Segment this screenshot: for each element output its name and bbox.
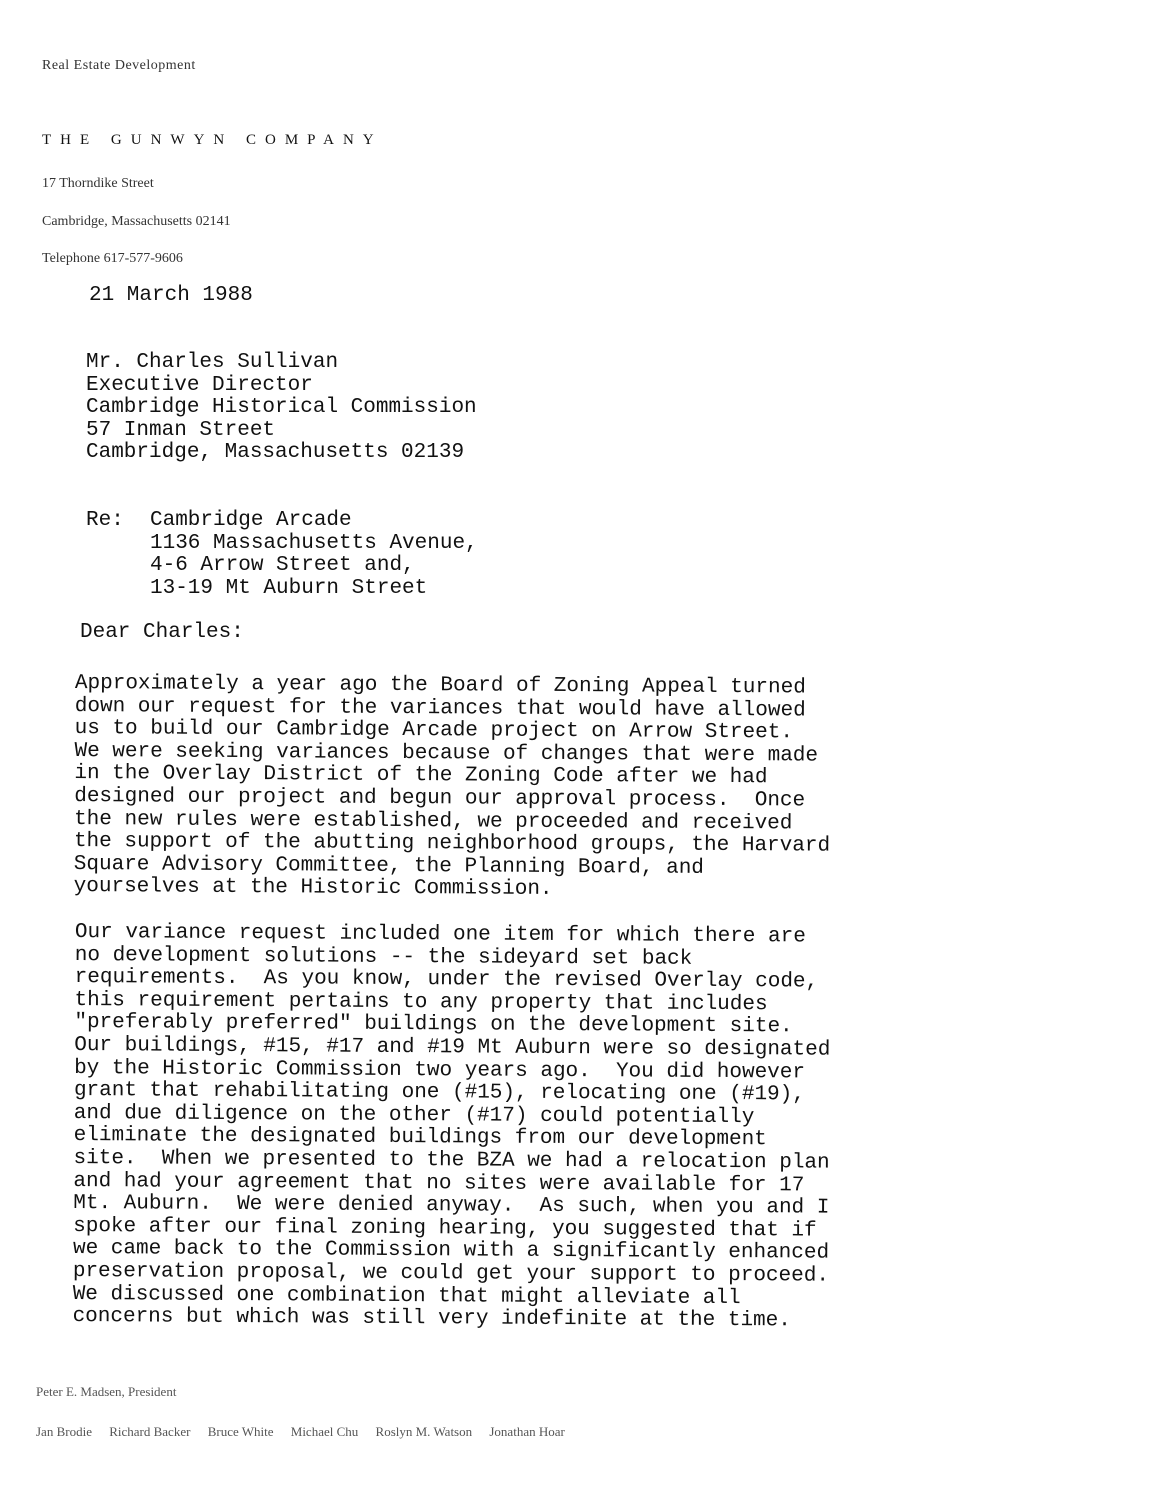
paragraph-line: and had your agreement that no sites were available for 17 xyxy=(73,1169,805,1197)
partner-name: Bruce White xyxy=(207,1424,274,1439)
recipient-line: Cambridge Historical Commission xyxy=(86,396,477,419)
re-line: 13-19 Mt Auburn Street xyxy=(150,576,428,600)
paragraph-line: preservation proposal, we could get your support to proceed. xyxy=(72,1259,830,1288)
paragraph-line: and due diligence on the other (#17) could potentially xyxy=(73,1101,755,1129)
partner-name: Richard Backer xyxy=(109,1424,191,1439)
recipient-address xyxy=(86,352,477,465)
footer-president: Peter E. Madsen, President xyxy=(36,1384,177,1399)
paragraph-line: Our buildings, #15, #17 and #19 Mt Auburn were so designated xyxy=(74,1033,831,1062)
partner-name: Jan Brodie xyxy=(36,1424,92,1439)
letterhead-tagline: Real Estate Development xyxy=(42,58,196,73)
partner-name: Michael Chu xyxy=(290,1424,359,1439)
paragraph-line: site. When we presented to the BZA we had a relocation plan xyxy=(73,1146,830,1175)
company-phone: Telephone 617-577-9606 xyxy=(42,251,183,266)
body-paragraph-1 xyxy=(74,673,905,904)
paragraph-line: "preferably preferred" buildings on the development site. xyxy=(74,1011,793,1039)
letter-date: 21 March 1988 xyxy=(89,284,253,307)
salutation: Dear Charles: xyxy=(80,621,244,644)
recipient-line: Mr. Charles Sullivan xyxy=(86,351,339,374)
paragraph-line: Square Advisory Committee, the Planning Board, and xyxy=(73,852,704,880)
partner-name: Jonathan Hoar xyxy=(489,1424,565,1439)
paragraph-line: the new rules were established, we proceeded and received xyxy=(74,807,793,835)
company-street: 17 Thorndike Street xyxy=(42,176,154,191)
paragraph-line: spoke after our final zoning hearing, you suggested that if xyxy=(73,1214,817,1243)
paragraph-line: yourselves at the Historic Commission. xyxy=(73,875,553,902)
paragraph-line: this requirement pertains to any property that includes xyxy=(74,988,768,1017)
partner-name: Roslyn M. Watson xyxy=(375,1424,473,1439)
paragraph-line: designed our project and begun our approval process. Once xyxy=(74,784,806,813)
paragraph-line: We discussed one combination that might alleviate all xyxy=(72,1282,741,1310)
re-label: Re: xyxy=(86,509,124,532)
paragraph-line: eliminate the designated buildings from our development xyxy=(73,1124,767,1152)
company-city: Cambridge, Massachusetts 02141 xyxy=(42,214,231,229)
paragraph-line: grant that rehabilitating one (#15), relocating one (#19), xyxy=(73,1079,805,1107)
paragraph-line: no development solutions -- the sideyard set back xyxy=(74,943,693,971)
paragraph-line: us to build our Cambridge Arcade project on Arrow Street. xyxy=(74,717,794,745)
paragraph-line: Approximately a year ago the Board of Zoning Appeal turned xyxy=(74,672,806,700)
recipient-line: 57 Inman Street xyxy=(86,418,276,442)
re-line: 1136 Massachusetts Avenue, xyxy=(150,531,478,555)
re-subject xyxy=(150,510,478,600)
company-name: THE GUNWYN COMPANY xyxy=(42,132,383,148)
paragraph-line: We were seeking variances because of changes that were made xyxy=(74,739,819,768)
footer-partners xyxy=(36,1424,579,1440)
recipient-line: Cambridge, Massachusetts 02139 xyxy=(86,441,465,464)
paragraph-line: Mt. Auburn. We were denied anyway. As such, when you and I xyxy=(73,1192,830,1220)
paragraph-line: down our request for the variances that would have allowed xyxy=(74,694,806,723)
paragraph-line: the support of the abutting neighborhood groups, the Harvard xyxy=(73,830,831,858)
body-paragraph-2 xyxy=(73,922,905,1334)
paragraph-line: in the Overlay District of the Zoning Code after we had xyxy=(74,762,768,790)
re-line: Cambridge Arcade xyxy=(150,509,352,532)
paragraph-line: concerns but which was still very indefinite at the time. xyxy=(72,1305,791,1333)
re-line: 4-6 Arrow Street and, xyxy=(150,554,415,577)
paragraph-line: Our variance request included one item for which there are xyxy=(74,921,806,949)
paragraph-line: requirements. As you know, under the revised Overlay code, xyxy=(74,966,819,994)
paragraph-line: we came back to the Commission with a significantly enhanced xyxy=(72,1237,830,1265)
recipient-line: Executive Director xyxy=(86,373,313,397)
paragraph-line: by the Historic Commission two years ago. You did however xyxy=(74,1056,806,1085)
